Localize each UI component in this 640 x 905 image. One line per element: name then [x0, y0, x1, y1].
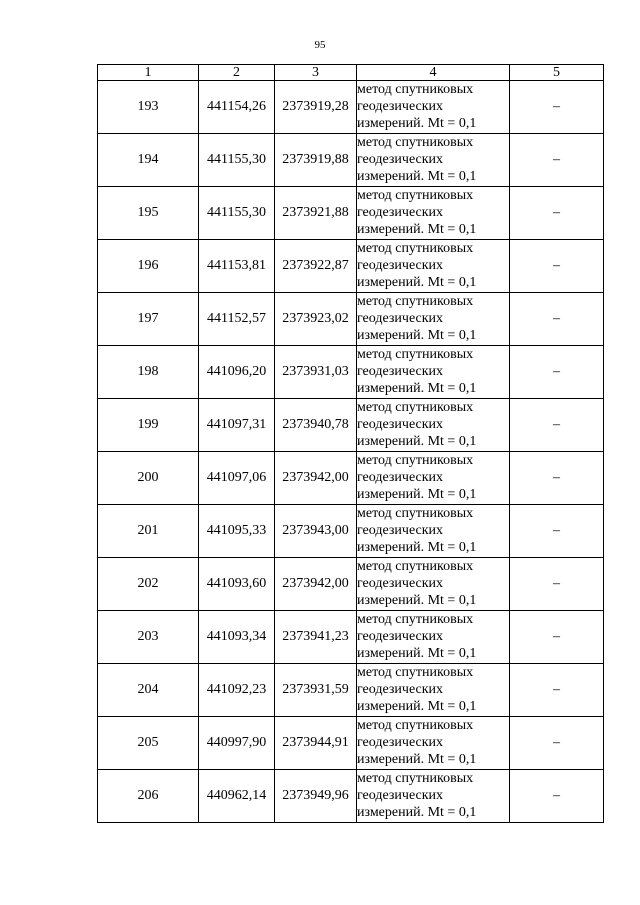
method-description: [357, 346, 510, 399]
header-row: [98, 65, 604, 81]
method-line: метод спутниковых: [357, 771, 474, 786]
table-row: [98, 717, 604, 770]
method-description: [357, 505, 510, 558]
note-dash: –: [510, 611, 604, 664]
coord-y: 2373942,00: [275, 558, 357, 611]
coord-y: 2373921,88: [275, 187, 357, 240]
note-dash: –: [510, 240, 604, 293]
method-line: метод спутниковых: [357, 347, 474, 362]
table-row: [98, 187, 604, 240]
method-line: измерений. Mt = 0,1: [357, 222, 477, 237]
coord-y: 2373931,59: [275, 664, 357, 717]
table-row: [98, 346, 604, 399]
coord-x: 441092,23: [199, 664, 275, 717]
method-description: [357, 717, 510, 770]
method-line: измерений. Mt = 0,1: [357, 540, 477, 555]
note-dash: –: [510, 505, 604, 558]
point-number: 194: [98, 134, 199, 187]
method-line: метод спутниковых: [357, 82, 474, 97]
method-line: геодезических: [357, 735, 444, 750]
method-line: геодезических: [357, 152, 444, 167]
note-dash: –: [510, 187, 604, 240]
method-description: [357, 770, 510, 823]
method-line: геодезических: [357, 311, 444, 326]
point-number: 195: [98, 187, 199, 240]
method-description: [357, 187, 510, 240]
note-dash: –: [510, 346, 604, 399]
method-line: метод спутниковых: [357, 241, 474, 256]
method-description: [357, 664, 510, 717]
note-dash: –: [510, 717, 604, 770]
coord-y: 2373923,02: [275, 293, 357, 346]
note-dash: –: [510, 293, 604, 346]
method-description: [357, 293, 510, 346]
table-row: [98, 452, 604, 505]
note-dash: –: [510, 664, 604, 717]
coord-x: 441155,30: [199, 134, 275, 187]
point-number: 203: [98, 611, 199, 664]
note-dash: –: [510, 452, 604, 505]
point-number: 206: [98, 770, 199, 823]
note-dash: –: [510, 770, 604, 823]
table-row: [98, 611, 604, 664]
method-description: [357, 452, 510, 505]
table-row: [98, 664, 604, 717]
coord-y: 2373949,96: [275, 770, 357, 823]
point-number: 199: [98, 399, 199, 452]
coord-y: 2373919,28: [275, 81, 357, 134]
method-line: геодезических: [357, 682, 444, 697]
point-number: 202: [98, 558, 199, 611]
table-body: [98, 81, 604, 823]
header-col-5: 5: [510, 65, 604, 81]
point-number: 193: [98, 81, 199, 134]
method-line: геодезических: [357, 364, 444, 379]
coord-y: 2373941,23: [275, 611, 357, 664]
method-line: метод спутниковых: [357, 665, 474, 680]
method-description: [357, 134, 510, 187]
coord-x: 441153,81: [199, 240, 275, 293]
table-row: [98, 81, 604, 134]
header-col-3: 3: [275, 65, 357, 81]
method-line: геодезических: [357, 470, 444, 485]
coord-x: 440962,14: [199, 770, 275, 823]
method-line: измерений. Mt = 0,1: [357, 699, 477, 714]
method-description: [357, 558, 510, 611]
method-line: геодезических: [357, 99, 444, 114]
method-line: измерений. Mt = 0,1: [357, 275, 477, 290]
method-line: геодезических: [357, 205, 444, 220]
method-line: измерений. Mt = 0,1: [357, 593, 477, 608]
coord-y: 2373922,87: [275, 240, 357, 293]
coord-y: 2373943,00: [275, 505, 357, 558]
point-number: 196: [98, 240, 199, 293]
method-line: геодезических: [357, 258, 444, 273]
method-line: метод спутниковых: [357, 400, 474, 415]
point-number: 204: [98, 664, 199, 717]
method-line: измерений. Mt = 0,1: [357, 752, 477, 767]
method-line: измерений. Mt = 0,1: [357, 805, 477, 820]
point-number: 197: [98, 293, 199, 346]
table-row: [98, 293, 604, 346]
point-number: 200: [98, 452, 199, 505]
method-line: измерений. Mt = 0,1: [357, 646, 477, 661]
method-description: [357, 240, 510, 293]
coord-x: 441097,31: [199, 399, 275, 452]
method-line: метод спутниковых: [357, 294, 474, 309]
page-number: 95: [314, 39, 326, 51]
coord-y: 2373940,78: [275, 399, 357, 452]
coord-x: 441093,34: [199, 611, 275, 664]
table-row: [98, 134, 604, 187]
method-line: геодезических: [357, 576, 444, 591]
coord-x: 441096,20: [199, 346, 275, 399]
coord-y: 2373942,00: [275, 452, 357, 505]
coord-x: 441097,06: [199, 452, 275, 505]
table-row: [98, 399, 604, 452]
method-line: измерений. Mt = 0,1: [357, 381, 477, 396]
header-col-2: 2: [199, 65, 275, 81]
method-description: [357, 611, 510, 664]
table-row: [98, 240, 604, 293]
table-row: [98, 558, 604, 611]
note-dash: –: [510, 399, 604, 452]
coord-x: 441093,60: [199, 558, 275, 611]
method-line: измерений. Mt = 0,1: [357, 116, 477, 131]
coord-y: 2373931,03: [275, 346, 357, 399]
point-number: 205: [98, 717, 199, 770]
method-line: измерений. Mt = 0,1: [357, 487, 477, 502]
method-line: метод спутниковых: [357, 612, 474, 627]
method-line: метод спутниковых: [357, 188, 474, 203]
method-line: измерений. Mt = 0,1: [357, 434, 477, 449]
header-col-4: 4: [357, 65, 510, 81]
method-description: [357, 81, 510, 134]
method-line: геодезических: [357, 788, 444, 803]
coord-y: 2373919,88: [275, 134, 357, 187]
table-row: [98, 770, 604, 823]
point-number: 201: [98, 505, 199, 558]
method-line: измерений. Mt = 0,1: [357, 169, 477, 184]
header-col-1: 1: [98, 65, 199, 81]
method-line: геодезических: [357, 629, 444, 644]
table-row: [98, 505, 604, 558]
table-header: [98, 65, 604, 81]
coord-x: 441154,26: [199, 81, 275, 134]
method-line: геодезических: [357, 417, 444, 432]
method-description: [357, 399, 510, 452]
method-line: метод спутниковых: [357, 559, 474, 574]
coord-y: 2373944,91: [275, 717, 357, 770]
method-line: измерений. Mt = 0,1: [357, 328, 477, 343]
note-dash: –: [510, 81, 604, 134]
method-line: метод спутниковых: [357, 135, 474, 150]
coord-x: 441152,57: [199, 293, 275, 346]
method-line: метод спутниковых: [357, 506, 474, 521]
coord-x: 441095,33: [199, 505, 275, 558]
coord-x: 441155,30: [199, 187, 275, 240]
note-dash: –: [510, 134, 604, 187]
coord-x: 440997,90: [199, 717, 275, 770]
method-line: метод спутниковых: [357, 453, 474, 468]
point-number: 198: [98, 346, 199, 399]
note-dash: –: [510, 558, 604, 611]
method-line: метод спутниковых: [357, 718, 474, 733]
method-line: геодезических: [357, 523, 444, 538]
coordinates-table: [97, 64, 604, 823]
